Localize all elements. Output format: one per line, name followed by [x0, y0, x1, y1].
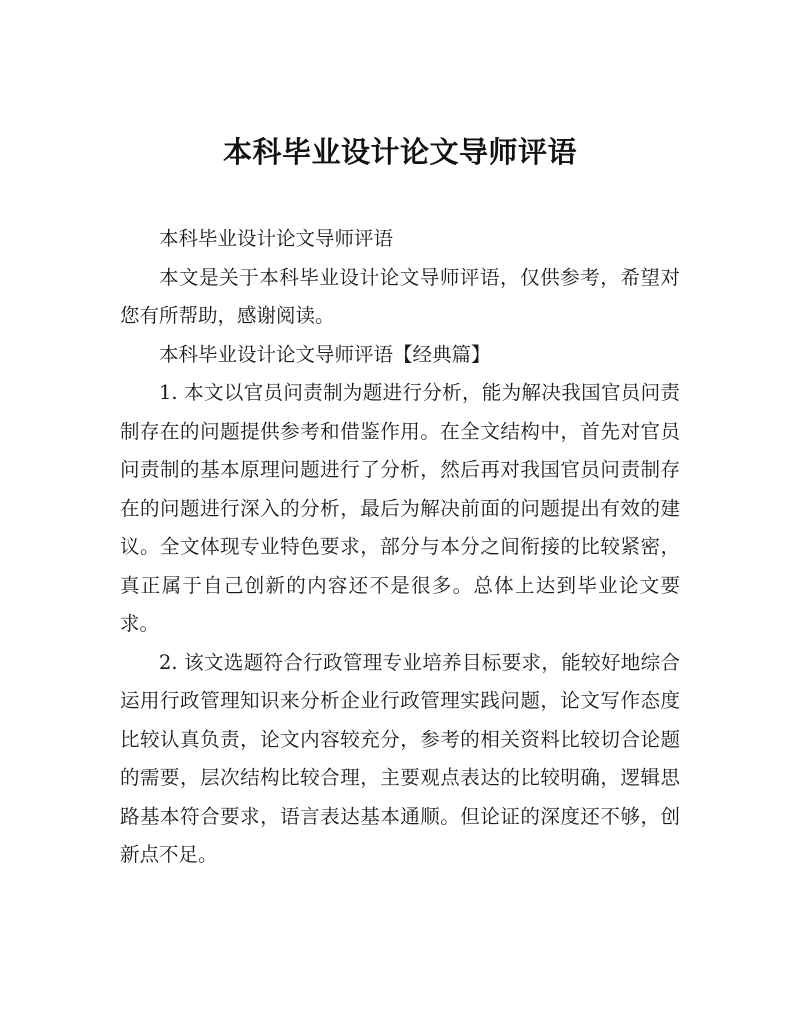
- document-body: [120, 220, 680, 875]
- paragraph-comment-1: 1. 本文以官员问责制为题进行分析，能为解决我国官员问责制存在的问题提供参考和借鉴作用。在全文结构中，首先对官员问责制的基本原理问题进行了分析，然后再对我国官员问责制存在的问题进行深入的分析，最后为解决前面的问题提出有效的建议。全文体现专业特色要求，部分与本分之间衔接的比较紧密，真正属于自己创新的内容还不是很多。总体上达到毕业论文要求。: [120, 381, 680, 635]
- paragraph-comment-2: 2. 该文选题符合行政管理专业培养目标要求，能较好地综合运用行政管理知识来分析企业行政管理实践问题，论文写作态度比较认真负责，论文内容较充分，参考的相关资料比较切合论题的需要，层次结构比较合理，主要观点表达的比较明确，逻辑思路基本符合要求，语言表达基本通顺。但论证的深度还不够，创新点不足。: [120, 650, 680, 866]
- paragraph-section-heading: 本科毕业设计论文导师评语【经典篇】: [159, 342, 491, 366]
- paragraph-intro: 本文是关于本科毕业设计论文导师评语，仅供参考，希望对您有所帮助，感谢阅读。: [120, 265, 680, 327]
- paragraph-heading: 本科毕业设计论文导师评语: [159, 227, 394, 250]
- document-title: 本科毕业设计论文导师评语: [222, 135, 577, 169]
